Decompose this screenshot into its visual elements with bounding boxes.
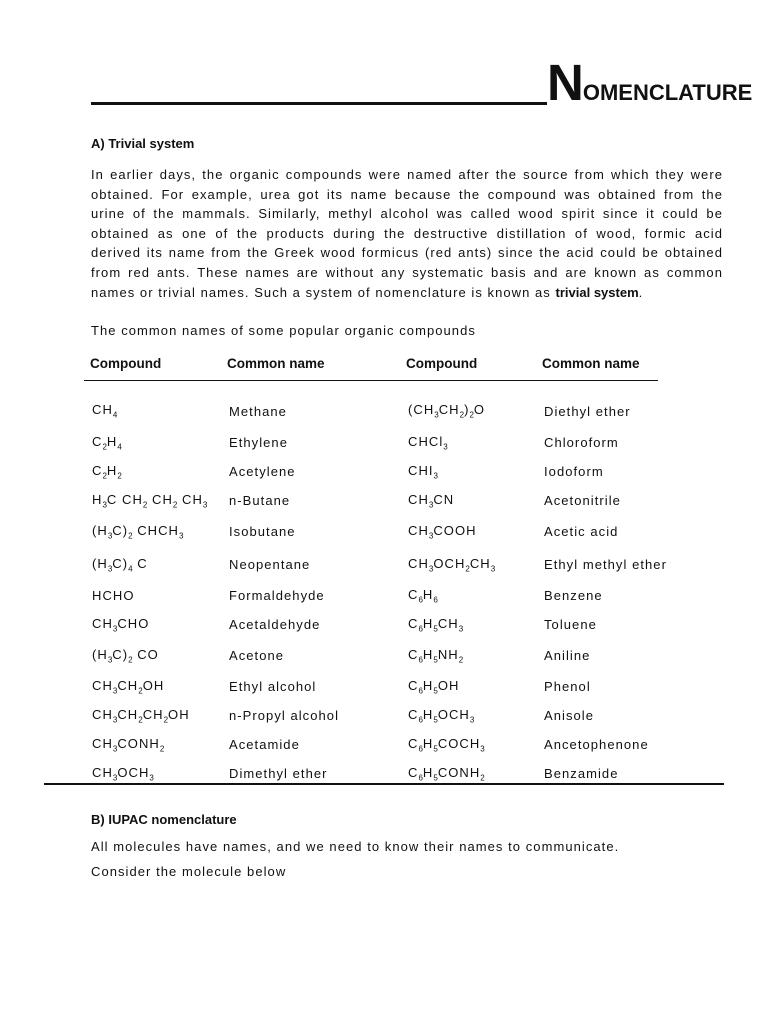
paragraph-end: . <box>638 284 644 300</box>
compound-common-name: Dimethyl ether <box>229 766 328 781</box>
compound-formula: $CH_3CN$ <box>408 491 455 510</box>
compound-common-name: Diethyl ether <box>544 403 631 419</box>
table-row <box>84 486 658 515</box>
compound-common-name: Iodoform <box>544 464 604 479</box>
compound-formula: $C_6H_5CONH_2$ <box>408 764 485 783</box>
compound-formula: $C_6H_5NH_2$ <box>408 646 464 665</box>
compound-formula: $CH_4$ <box>92 402 118 420</box>
col-header-compound: Compound <box>400 356 536 381</box>
table-row <box>84 515 658 548</box>
chapter-header <box>91 52 753 111</box>
compound-common-name: Ancetophenone <box>544 737 649 752</box>
header-rule <box>91 102 547 105</box>
table-row <box>84 548 658 581</box>
paragraph-text: In earlier days, the organic compounds were named after the source from which they were obtained. For example, urea got its name because the compound was obtained from the urine of the mammals. Similarly, methyl alcohol was called wood spirit since it could be obtained as one of the products during the destructive distillation of wood, formic acid derived its name from the Greek wood formicus (red ants) since the acid could be obtained from red ants. These names are without any systematic basis and are known as common names or trivial names. Such a system of nomenclature is known as <box>91 167 723 300</box>
compound-formula: $CH_3COOH$ <box>408 522 477 541</box>
table-row <box>84 672 658 701</box>
table-row <box>84 394 658 428</box>
compound-formula: $CH_3CHO$ <box>92 615 150 634</box>
compound-common-name: n-Propyl alcohol <box>229 708 340 723</box>
compound-formula: HCHO <box>92 588 135 603</box>
col-header-common-name: Common name <box>536 356 658 381</box>
compound-formula: $C_6H_5OH$ <box>408 677 460 696</box>
table-row <box>84 457 658 486</box>
compound-common-name: Benzene <box>544 588 603 603</box>
iupac-line-1: All molecules have names, and we need to know their names to communicate. <box>91 839 620 854</box>
compound-common-name: Benzamide <box>544 766 619 781</box>
col-header-common-name: Common name <box>221 356 400 381</box>
compound-common-name: Acetic acid <box>544 524 619 539</box>
col-header-compound: Compound <box>84 356 221 381</box>
compound-common-name: Acetonitrile <box>544 493 621 508</box>
table-row <box>84 610 658 639</box>
table-row <box>84 639 658 672</box>
table-row <box>84 730 658 759</box>
compound-common-name: n-Butane <box>229 493 291 508</box>
compound-formula: $C_6H_5CH_3$ <box>408 615 464 634</box>
table-row <box>84 581 658 610</box>
common-names-table <box>84 356 667 788</box>
compound-common-name: Methane <box>229 403 287 419</box>
compound-formula: $CH_3OCH_3$ <box>92 764 154 783</box>
paragraph-term: trivial system <box>555 284 639 300</box>
compound-formula: $C_6H_5OCH_3$ <box>408 706 475 725</box>
compound-formula: $(H_3C)_4$ C <box>92 555 148 574</box>
section-divider <box>44 783 724 785</box>
compound-common-name: Acetaldehyde <box>229 617 321 632</box>
compound-common-name: Ethyl methyl ether <box>544 557 667 572</box>
compound-common-name: Ethyl alcohol <box>229 679 317 694</box>
section-b-heading: B) IUPAC nomenclature <box>91 812 237 827</box>
iupac-line-2: Consider the molecule below <box>91 864 287 879</box>
compound-formula: $CH_3CH_2OH$ <box>92 677 165 696</box>
compound-formula: $C_6H_6$ <box>408 586 438 605</box>
compound-common-name: Formaldehyde <box>229 588 325 603</box>
compound-formula: $CHI_3$ <box>408 462 438 481</box>
table-row <box>84 428 658 457</box>
compound-formula: $(H_3C)_2$ $CHCH_3$ <box>92 522 184 541</box>
compound-common-name: Neopentane <box>229 557 311 572</box>
table-body <box>84 381 667 789</box>
compound-common-name: Acetone <box>229 648 285 663</box>
compound-formula: $C_2H_2$ <box>92 462 122 481</box>
chapter-title-rest: OMENCLATURE <box>582 80 753 105</box>
compound-common-name: Isobutane <box>229 524 296 539</box>
compound-formula: $(H_3C)_2$ CO <box>92 646 159 665</box>
section-a-heading: A) Trivial system <box>91 136 195 151</box>
compound-common-name: Chloroform <box>544 435 619 450</box>
compound-common-name: Acetamide <box>229 737 300 752</box>
compound-common-name: Toluene <box>544 617 597 632</box>
compound-common-name: Phenol <box>544 679 591 694</box>
table-row <box>84 701 658 730</box>
compound-formula: $(CH_3CH_2)_2O$ <box>408 402 486 420</box>
table-header-row <box>84 356 658 381</box>
chapter-title <box>547 54 753 111</box>
compound-formula: $CH_3CH_2CH_2OH$ <box>92 706 190 725</box>
chapter-title-initial: N <box>547 54 583 111</box>
compound-common-name: Ethylene <box>229 435 288 450</box>
trivial-system-paragraph <box>91 165 723 302</box>
compound-formula: $C_2H_4$ <box>92 433 122 452</box>
compound-common-name: Anisole <box>544 708 594 723</box>
table-spacer <box>84 381 658 395</box>
compound-formula: $CH_3OCH_2CH_3$ <box>408 555 496 574</box>
compound-formula: CHCl$_3$ <box>408 433 448 452</box>
table-intro: The common names of some popular organic compounds <box>91 323 476 338</box>
compound-common-name: Aniline <box>544 648 591 663</box>
compound-common-name: Acetylene <box>229 464 296 479</box>
compound-formula: $CH_3CONH_2$ <box>92 735 165 754</box>
compound-formula: $H_3C$ $CH_2$ $CH_2$ $CH_3$ <box>92 491 208 510</box>
compound-formula: $C_6H_5COCH_3$ <box>408 735 485 754</box>
